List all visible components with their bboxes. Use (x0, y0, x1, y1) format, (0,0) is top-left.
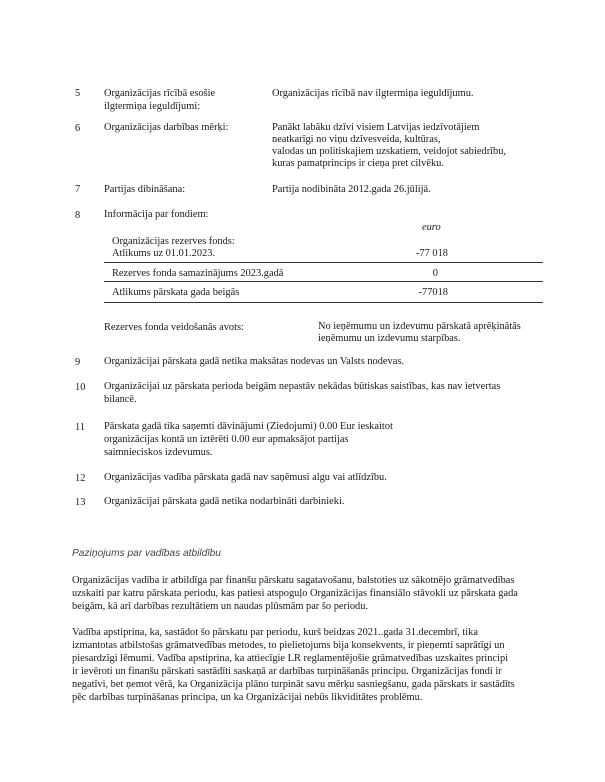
item-value: Partija nodibināta 2012.gada 26.jūlijā. (272, 184, 431, 195)
fund-row-label: Atlikums uz 01.01.2023. (112, 248, 216, 259)
fund-row-value: 0 (432, 268, 438, 279)
item-text: bilancē. (104, 394, 137, 405)
statement-paragraph-line: pēc darbības turpināšanas principa, un ka Organizācijai nebūs likviditātes problēmu. (72, 692, 423, 703)
statement-paragraph-line: negatīvi, bet ņemot vērā, ka Organizācija plāno turpināt savu mērķu sasniegšanu, gada pārskats ir sastādīts (72, 679, 515, 690)
item-text: Organizācijas vadība pārskata gadā nav saņēmusi algu vai atlīdzību. (104, 472, 387, 483)
item-number: 7 (75, 184, 81, 195)
item-text: organizācijas kontā un iztērēti 0.00 eur apmaksājot partijas (104, 434, 349, 445)
item-label: Organizācijas rīcībā esošie (104, 88, 216, 99)
statement-paragraph-line: uzskaiti par katru pārskata periodu, kas patiesi atspoguļo Organizācijas finansiālo stāvokli uz pārskata gada (72, 588, 518, 599)
section-heading: Paziņojums par vadības atbildību (72, 548, 221, 559)
fund-row-label: Organizācijas rezerves fonds: (112, 236, 235, 247)
item-text: Pārskata gadā tika saņemti dāvinājumi (Ziedojumi) 0.00 Eur ieskaitot (104, 421, 393, 432)
item-value: Organizācijas rīcībā nav ilgtermiņa ieguldījumu. (272, 88, 474, 99)
item-value: valodas un politiskajiem uzskatiem, veidojot sabiedrību, (272, 146, 507, 157)
fund-source-value: No ieņēmumu un izdevumu pārskatā aprēķinātās (318, 321, 521, 332)
fund-source-value: ieņēmumu un izdevumu starpības. (318, 333, 461, 344)
fund-row-label: Rezerves fonda samazinājums 2023.gadā (112, 268, 284, 279)
item-label: Informācija par fondiem: (104, 209, 209, 220)
item-value: Panākt labāku dzīvi visiem Latvijas iedzīvotājiem (272, 122, 480, 133)
item-label: Organizācijas darbības mērķi: (104, 122, 229, 133)
item-number: 10 (75, 382, 86, 393)
statement-paragraph-line: beigām, kā arī darbības rezultātiem un naudas plūsmām par šo periodu. (72, 601, 369, 612)
item-number: 6 (75, 123, 81, 134)
currency-label: euro (422, 222, 441, 233)
fund-row-label: Atlikums pārskata gada beigās (112, 287, 240, 298)
item-text: Organizācijai uz pārskata perioda beigām nepastāv nekādas būtiskas saistības, kas nav ietvertas (104, 381, 501, 392)
item-text: saimnieciskos izdevumus. (104, 447, 213, 458)
item-number: 13 (75, 497, 86, 508)
statement-paragraph-line: piesardzīgi lēmumi. Vadība apstiprina, ka attiecīgie LR reglamentējošie grāmatvedības uzskaites principi (72, 653, 509, 664)
statement-paragraph-line: ir ievēroti un finanšu pārskati sastādīti saskaņā ar darbības turpināšanās principu. Organizācijas fondi ir (72, 666, 502, 677)
item-number: 12 (75, 473, 86, 484)
statement-paragraph-line: Vadība apstiprina, ka, sastādot šo pārskatu par periodu, kurš beidzas 2021..gada 31.decembrī, tika (72, 627, 478, 638)
item-number: 11 (75, 422, 86, 433)
item-value: kuras pamatprincips ir cieņa pret cilvēku. (272, 158, 444, 169)
item-text: Organizācijai pārskata gadā netika maksātas nodevas un Valsts nodevas. (104, 356, 404, 367)
item-number: 5 (75, 88, 81, 99)
fund-row-value: -77 018 (415, 248, 448, 259)
item-label: Partijas dibināšana: (104, 184, 186, 195)
item-number: 9 (75, 357, 81, 368)
fund-source-label: Rezerves fonda veidošanās avots: (104, 322, 244, 333)
item-number: 8 (75, 210, 81, 221)
fund-row-value: -77018 (418, 287, 448, 298)
item-label: ilgtermiņa ieguldījumi: (104, 101, 201, 112)
item-value: neatkarīgi no viņu dzīvesveida, kultūras, (272, 134, 441, 145)
statement-paragraph-line: izmantotas atbilstošas grāmatvedības metodes, to pielietojums bija konsekvents, ir pieņemti saprātīgi un (72, 640, 505, 651)
statement-paragraph-line: Organizācijas vadība ir atbildīga par finanšu pārskatu sagatavošanu, balstoties uz sākotnējo grāmatvedības (72, 575, 515, 586)
item-text: Organizācijai pārskata gadā netika nodarbināti darbinieki. (104, 496, 345, 507)
